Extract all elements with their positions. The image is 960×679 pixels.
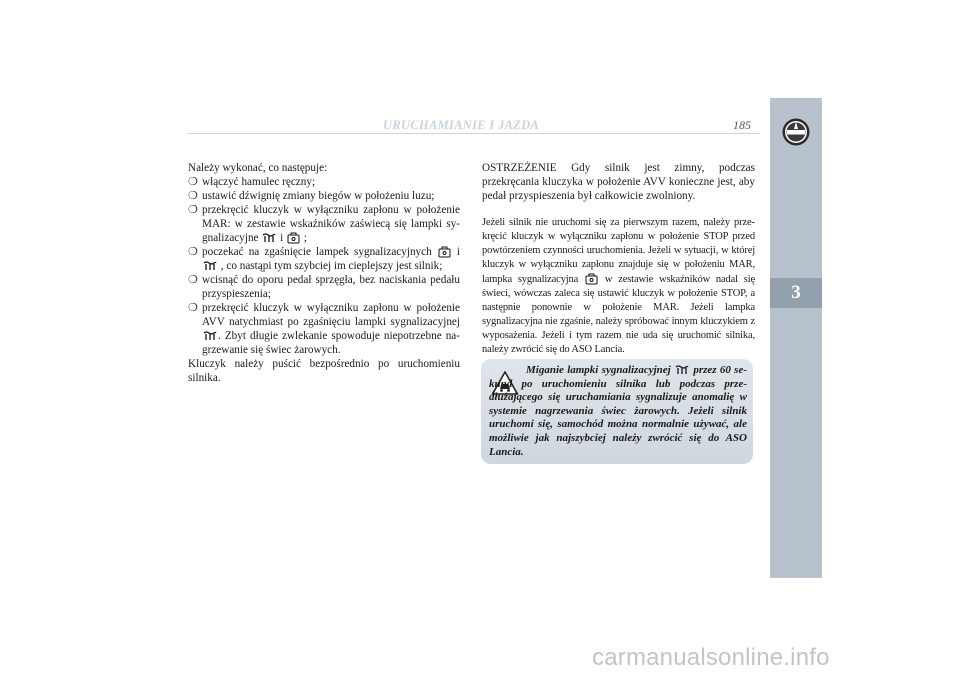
list-item-text: i: [456, 246, 460, 258]
list-item: [188, 273, 460, 301]
glow-plug-icon: [262, 233, 276, 244]
list-item: [188, 301, 460, 357]
list-item: [188, 189, 460, 203]
warning-text-rest: przez 60 sekund po uruchomieniu silnika lub podczas przedłużającego się uruchamiania sygnalizuje anomalię w systemie nagrzewania świec żarowych. Jeżeli silnik uruchomi się, samochód można normalnie używać, ale możliwie jak najszybciej należy zwrócić się do ASO Lancia.: [489, 364, 748, 458]
engine-immobilizer-icon: [585, 272, 598, 285]
engine-immobilizer-icon: [287, 231, 300, 244]
list-item-text: . Zbyt długie zwlekanie spowoduje niepotrzebne nagrzewanie się świec żarowych.: [202, 330, 460, 356]
bullet-marker: ❍: [188, 190, 199, 202]
list-item-text: przekręcić kluczyk w wyłączniku zapłonu w położenie AVV natychmiast po zgaśnięciu lampki sygnalizacyjnej: [202, 302, 460, 328]
warning-paragraph: OSTRZEŻENIE Gdy silnik jest zimny, podczas przekręcania kluczyka w położenie AVV konieczne jest, aby pedał przyspieszenia był całkowicie zwolniony.: [482, 162, 755, 202]
list-item: [188, 203, 460, 245]
bullet-marker: ❍: [188, 302, 199, 314]
restart-text: Jeżeli silnik nie uruchomi się za pierwszym razem, należy przekręcić kluczyk w wyłączniku zapłonu w położenie STOP przed powtórzeniem czynności uruchomienia. Jeżeli w sytuacji, w której kluczyk w wyłączniku zapłonu znajduje się w położeniu MAR, lampka sygnalizacyjna: [482, 217, 755, 285]
watermark: carmanualsonline.info: [592, 644, 830, 671]
bullet-marker: ❍: [188, 246, 199, 258]
engine-immobilizer-icon: [438, 245, 451, 258]
chapter-number: 3: [770, 278, 822, 308]
outro-text: Kluczyk należy puścić bezpośrednio po uruchomieniu silnika.: [188, 358, 460, 384]
restart-paragraph: [482, 216, 755, 357]
header-title: URUCHAMIANIE I JAZDA: [383, 118, 540, 132]
left-text-column: [188, 161, 460, 385]
page-number: 185: [733, 118, 751, 132]
list-item-text: przekręcić kluczyk w wyłączniku zapłonu w położenie MAR: w zestawie wskaźników zaświecą się lampki sygnalizacyjne: [202, 204, 460, 244]
list-item-text: i: [280, 232, 284, 244]
list-item-text: ustawić dźwignię zmiany biegów w położeniu luzu;: [202, 190, 435, 202]
intro-text: Należy wykonać, co następuje:: [188, 162, 328, 174]
bullet-marker: ❍: [188, 176, 199, 188]
list-item: [188, 175, 460, 189]
warning-text-start: Miganie lampki sygnalizacyjnej: [526, 364, 671, 376]
bullet-marker: ❍: [188, 204, 199, 216]
list-item-text: , co nastąpi tym szybciej im cieplejszy jest silnik;: [220, 260, 443, 272]
list-item-text: włączyć hamulec ręczny;: [202, 176, 316, 188]
list-item-text: poczekać na zgaśnięcie lampek sygnalizacyjnych: [202, 246, 432, 258]
list-item-text: wcisnąć do oporu pedał sprzęgła, bez naciskania pedału przyspieszenia;: [202, 274, 460, 300]
restart-text-continued: w zestawie wskaźników nadal się świeci, wówczas zaleca się ustawić kluczyk w położenie STOP, a następnie ponownie w położenie MAR. Jeżeli lampka sygnalizacyjna nie zgaśnie, należy spróbować innym kluczykiem z wyposażenia. Jeżeli i tym razem nie uda się uruchomić silnika, należy zwrócić się do ASO Lancia.: [482, 274, 755, 355]
warning-text: [489, 364, 747, 459]
lancia-logo-icon: [781, 117, 811, 147]
bullet-marker: ❍: [188, 274, 199, 286]
list-item-text: ;: [303, 232, 307, 244]
chapter-side-tab: [770, 98, 822, 578]
paragraph-gap: [482, 203, 755, 216]
glow-plug-icon: [675, 365, 689, 376]
right-text-column: [482, 161, 755, 357]
header-divider: [187, 133, 760, 134]
glow-plug-icon: [203, 331, 217, 342]
list-item: [188, 245, 460, 273]
glow-plug-icon: [203, 261, 217, 272]
